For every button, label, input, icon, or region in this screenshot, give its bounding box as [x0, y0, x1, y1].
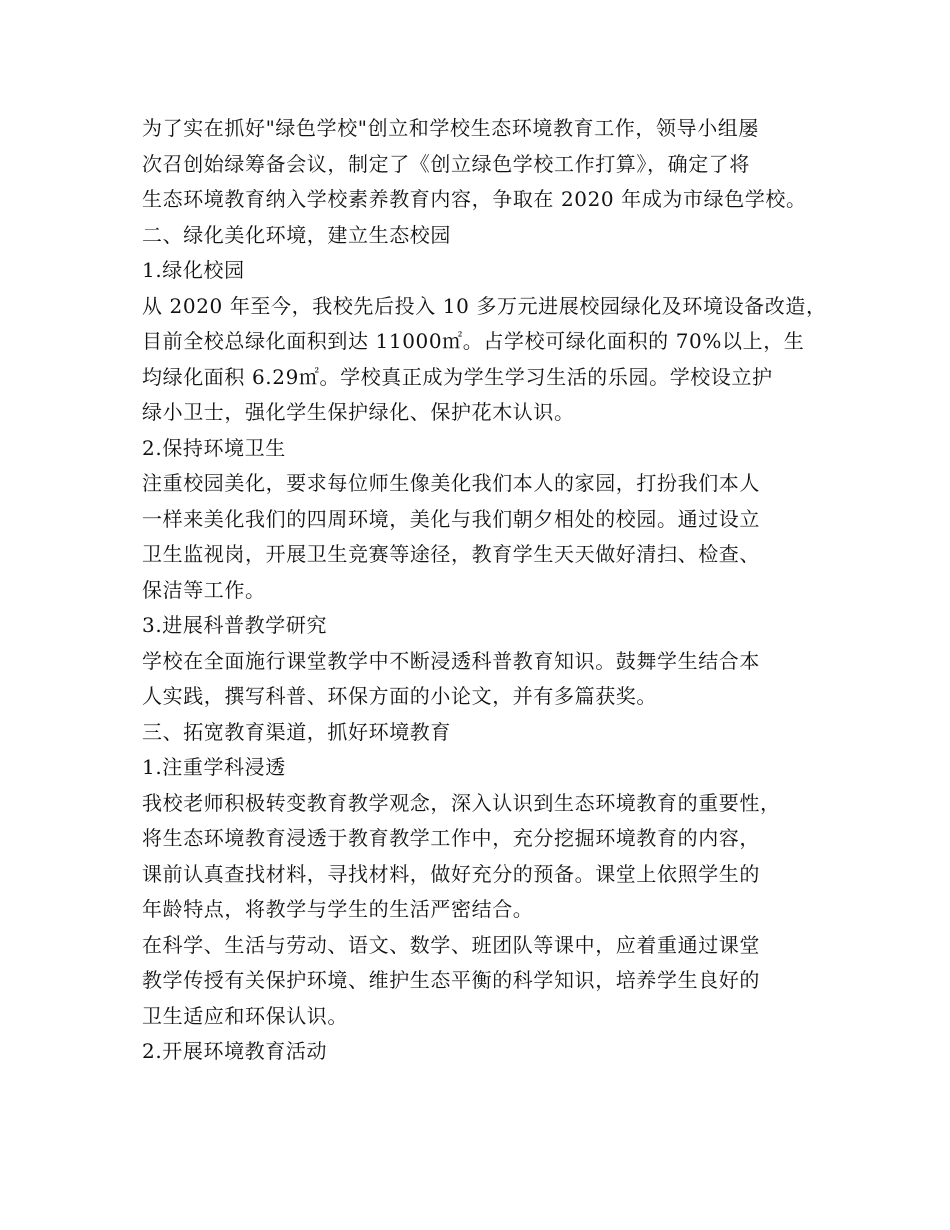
text-line: 均绿化面积 6.29㎡。学校真正成为学生学习生活的乐园。学校设立护: [142, 364, 773, 389]
subsection-heading: 3.进展科普教学研究: [142, 613, 328, 637]
text-line: 为了实在抓好"绿色学校"创立和学校生态环境教育工作，领导小组屡: [142, 116, 759, 140]
text-line: 课前认真查找材料，寻找材料，做好充分的预备。课堂上依照学生的: [142, 861, 760, 886]
text-line: 目前全校总绿化面积到达 11000㎡。占学校可绿化面积的 70%以上，生: [142, 329, 805, 353]
subsection-heading: 1.注重学科浸透: [142, 755, 286, 779]
subsection-heading: 2.保持环境卫生: [142, 435, 286, 460]
text-line: 卫生适应和环保认识。: [142, 1003, 348, 1028]
text-line: 生态环境教育纳入学校素养教育内容，争取在 2020 年成为市绿色学校。: [142, 187, 807, 211]
subsection-heading: 1.绿化校园: [142, 258, 245, 282]
text-line: 在科学、生活与劳动、语文、数学、班团队等课中，应着重通过课堂: [142, 932, 760, 957]
text-line: 从 2020 年至今，我校先后投入 10 多万元进展校园绿化及环境设备改造，: [142, 293, 827, 318]
document-body: [142, 111, 827, 1070]
text-line: 绿小卫士，强化学生保护绿化、保护花木认识。: [142, 400, 575, 424]
text-line: 学校在全面施行课堂教学中不断浸透科普教育知识。鼓舞学生结合本: [142, 648, 760, 673]
text-line: 一样来美化我们的四周环境，美化与我们朝夕相处的校园。通过设立: [142, 506, 760, 531]
subsection-heading: 2.开展环境教育活动: [142, 1039, 328, 1063]
text-line: 卫生监视岗，开展卫生竞赛等途径，教育学生天天做好清扫、检查、: [142, 542, 760, 566]
text-line: 年龄特点，将教学与学生的生活严密结合。: [142, 897, 534, 921]
text-line: 注重校园美化，要求每位师生像美化我们本人的家园，打扮我们本人: [142, 471, 760, 495]
text-line: 保洁等工作。: [142, 577, 266, 602]
section-heading: 三、拓宽教育渠道，抓好环境教育: [142, 719, 451, 744]
text-line: 将生态环境教育浸透于教育教学工作中，充分挖掘环境教育的内容，: [142, 826, 760, 850]
text-line: 教学传授有关保护环境、维护生态平衡的科学知识，培养学生良好的: [142, 968, 760, 992]
text-line: 我校老师积极转变教育教学观念，深入认识到生态环境教育的重要性，: [142, 790, 781, 815]
text-line: 人实践，撰写科普、环保方面的小论文，并有多篇获奖。: [142, 684, 657, 708]
text-line: 次召创始绿筹备会议，制定了《创立绿色学校工作打算》，确定了将: [142, 151, 750, 176]
section-heading: 二、绿化美化环境，建立生态校园: [142, 222, 451, 247]
